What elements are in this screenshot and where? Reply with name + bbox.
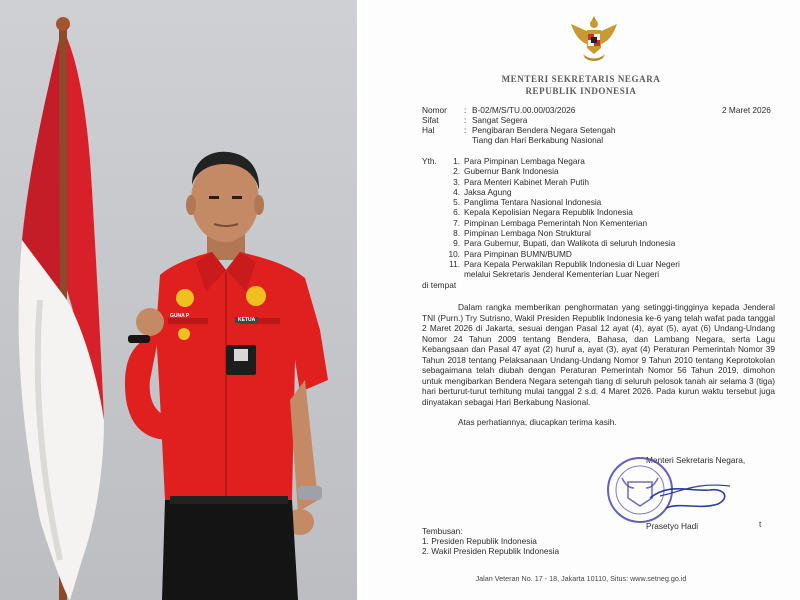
- meta-nomor: Nomor : B-02/M/S/TU.00.00/03/2026: [422, 105, 576, 115]
- garuda-emblem-icon: [567, 12, 621, 64]
- letter-footer: Jalan Veteran No. 17 - 18, Jakarta 10110, Situs: www.setneg.go.id: [475, 574, 687, 583]
- list-item: 2. Gubernur Bank Indonesia: [453, 166, 559, 177]
- ear-left: [186, 195, 196, 215]
- photo-illustration: [0, 0, 357, 600]
- belt: [170, 496, 288, 504]
- list-item: 7. Pimpinan Lembaga Pemerintah Non Kementerian: [453, 217, 648, 228]
- letter-body: Dalam rangka memberikan penghormatan yang setinggi-tingginya kepada Jenderal TNI (Purn.) Try Sutrisno, Wakil Presiden Republik Indonesia ke-6 yang telah wafat pada tanggal 2 Maret 2026 di Jakarta, sesuai dengan Pasal 12 ayat (4), ayat (5), ayat (6) Undang-Undang Nomor 24 Tahun 2009 tentang Bendera, Bahasa, dan Lambang Negara, serta Lagu Kebangsaan dan Pasal 47 ayat (2) huruf a, ayat (3), ayat (4) Peraturan Pemerintah Nomor 39 Tahun 2018 tentang Pelaksanaan Undang-Undang Nomor 9 Tahun 2010 tentang Keprotokolan sebagaimana telah diubah dengan Peraturan Pemerintah Nomor 56 Tahun 2019, dimohon untuk mengibarkan Bendera Negara setengah tiang di seluruh pelosok tanah air selama 3 (tiga) hari berturut-turut terhitung mulai tanggal 2 s.d. 4 Maret 2026. Pada kurun waktu tersebut juga dinyatakan sebagai Hari Berkabung Nasional.: [422, 302, 775, 407]
- tembusan-item: 2. Wakil Presiden Republik Indonesia: [422, 546, 560, 556]
- signature-title: Menteri Sekretaris Negara,: [646, 455, 746, 465]
- letterhead-line2: REPUBLIK INDONESIA: [525, 86, 637, 96]
- meta-hal: Hal : Pengibaran Bendera Negara Setengah: [422, 125, 616, 135]
- tembusan-label: Tembusan:: [422, 526, 463, 536]
- list-item: melalui Sekretaris Jenderal Kementerian Luar Negeri: [464, 269, 660, 280]
- list-item: Yth. 1. Para Pimpinan Lembaga Negara: [422, 156, 585, 166]
- badge-role: KETUA: [235, 317, 258, 323]
- badge-name: GUNA P: [170, 313, 190, 319]
- list-item: 10. Para Pimpinan BUMN/BUMD: [448, 248, 572, 259]
- list-item: 11. Para Kepala Perwakilan Republik Indonesia di Luar Negeri: [449, 258, 680, 269]
- wristwatch-icon: [298, 486, 322, 500]
- list-item: 3. Para Menteri Kabinet Merah Putih: [453, 176, 589, 187]
- pocket-emblem-icon: [178, 328, 190, 340]
- di-tempat: di tempat: [422, 280, 457, 290]
- portrait-photo: [0, 0, 357, 600]
- flag-pole-finial: [56, 17, 70, 31]
- tembusan-item: 1. Presiden Republik Indonesia: [422, 536, 537, 546]
- meta-sifat: Sifat : Sangat Segera: [422, 115, 528, 125]
- id-card-photo: [234, 349, 248, 361]
- emblem-left-icon: [176, 289, 194, 307]
- meta-hal-line2: Tiang dan Hari Berkabung Nasional: [472, 135, 604, 145]
- official-letter: [362, 0, 800, 600]
- letterhead-line1: MENTERI SEKRETARIS NEGARA: [501, 74, 661, 84]
- letter-date: 2 Maret 2026: [722, 105, 771, 115]
- trousers: [162, 500, 298, 600]
- emblem-right-icon: [246, 286, 266, 306]
- list-item: 4. Jaksa Agung: [453, 186, 512, 197]
- list-item: 8. Pimpinan Lembaga Non Struktural: [453, 228, 591, 239]
- list-item: 6. Kepala Kepolisian Negara Republik Indonesia: [453, 207, 633, 218]
- signature-mark: t: [759, 519, 762, 529]
- eye-right: [232, 196, 242, 199]
- ear-right: [254, 195, 264, 215]
- recipient-list: [422, 156, 680, 280]
- seal-and-signature-icon: [600, 452, 780, 532]
- list-item: 9. Para Gubernur, Bupati, dan Walikota di seluruh Indonesia: [453, 238, 676, 249]
- signatory-name: Prasetyo Hadi: [646, 521, 699, 531]
- list-item: 5. Panglima Tentara Nasional Indonesia: [453, 197, 602, 208]
- eye-left: [209, 196, 219, 199]
- bracelet: [128, 335, 150, 343]
- closing-line: Atas perhatiannya, diucapkan terima kasih.: [458, 417, 617, 427]
- left-fist: [136, 308, 164, 336]
